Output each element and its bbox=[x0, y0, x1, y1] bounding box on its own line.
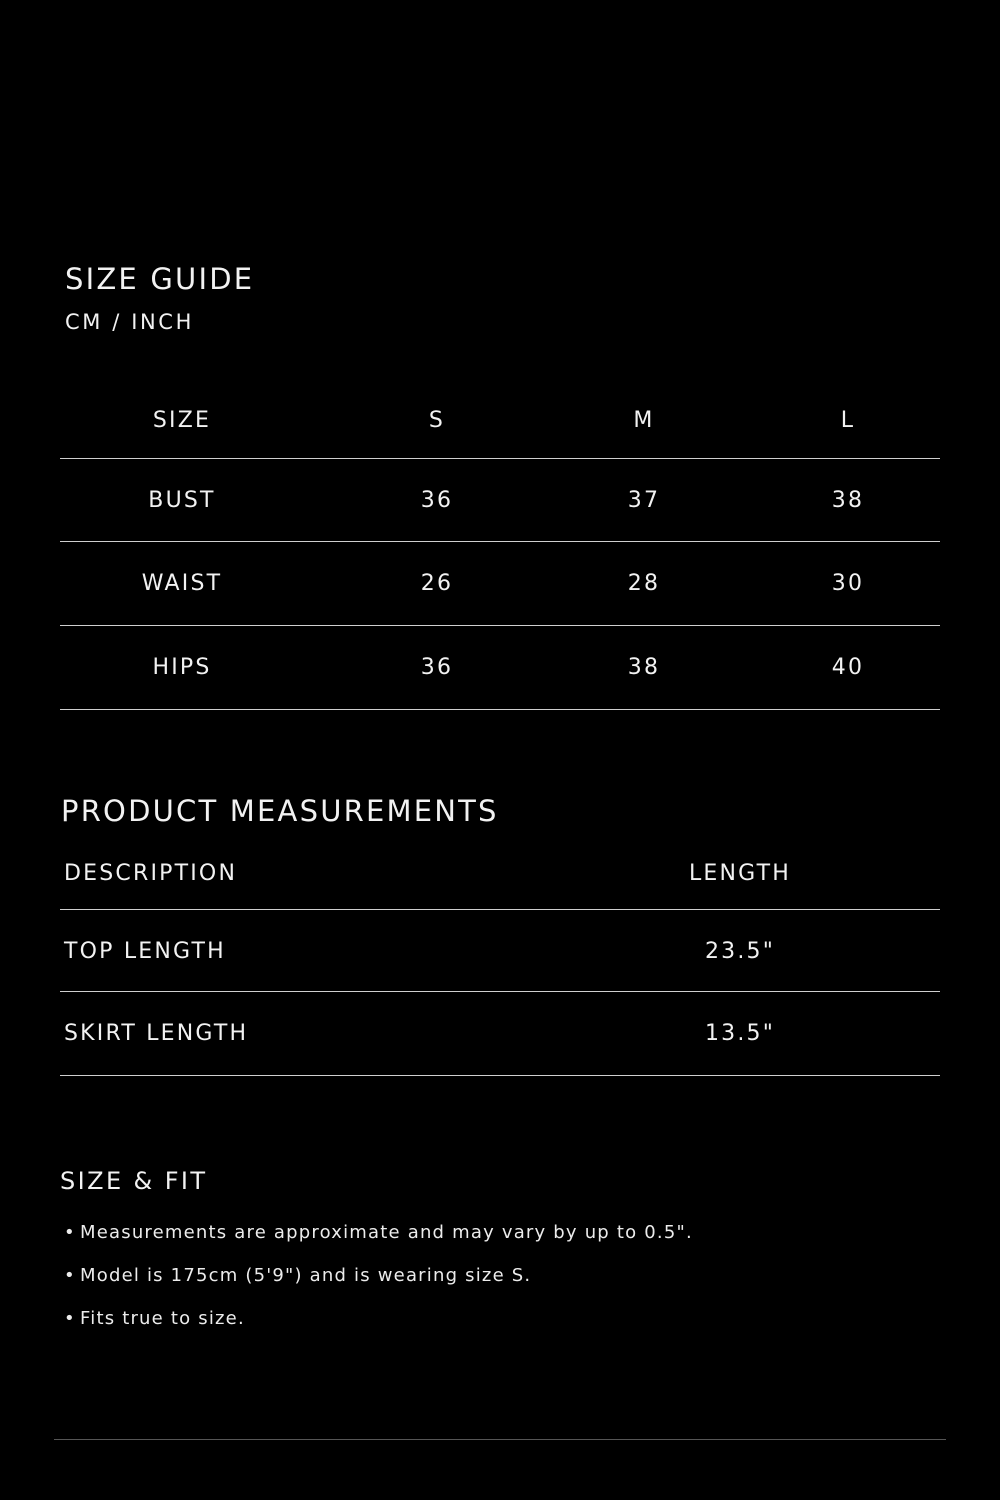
row-value: 36 bbox=[420, 488, 454, 513]
bullet-icon: • bbox=[64, 1265, 76, 1286]
row-value: 37 bbox=[627, 488, 661, 513]
row-value: 26 bbox=[420, 571, 454, 596]
divider bbox=[60, 458, 940, 459]
note-text: Model is 175cm (5'9") and is wearing size S. bbox=[80, 1265, 532, 1286]
row-value: 38 bbox=[831, 488, 865, 513]
divider bbox=[60, 909, 940, 910]
list-item bbox=[64, 1222, 693, 1243]
size-fit-title: SIZE & FIT bbox=[60, 1167, 208, 1195]
row-value: 13.5" bbox=[704, 1021, 776, 1046]
header-m: M bbox=[633, 408, 655, 433]
footer-divider bbox=[54, 1439, 946, 1440]
row-label: BUST bbox=[148, 488, 216, 513]
divider bbox=[60, 541, 940, 542]
bullet-icon: • bbox=[64, 1308, 76, 1329]
row-label: WAIST bbox=[141, 571, 223, 596]
row-value: 36 bbox=[420, 655, 454, 680]
note-text: Fits true to size. bbox=[80, 1308, 245, 1329]
header-s: S bbox=[428, 408, 446, 433]
header-length: LENGTH bbox=[688, 861, 792, 886]
bullet-icon: • bbox=[64, 1222, 76, 1243]
header-description: DESCRIPTION bbox=[64, 861, 238, 886]
divider bbox=[60, 991, 940, 992]
divider bbox=[60, 1075, 940, 1076]
row-label: HIPS bbox=[152, 655, 212, 680]
header-l: L bbox=[840, 408, 856, 433]
list-item bbox=[64, 1265, 531, 1286]
row-value: 40 bbox=[831, 655, 865, 680]
note-text: Measurements are approximate and may vary by up to 0.5". bbox=[80, 1222, 693, 1243]
header-size: SIZE bbox=[152, 408, 212, 433]
units-label: CM / INCH bbox=[65, 310, 194, 334]
row-value: 30 bbox=[831, 571, 865, 596]
row-value: 38 bbox=[627, 655, 661, 680]
size-guide-title: SIZE GUIDE bbox=[65, 262, 255, 296]
product-measurements-title: PRODUCT MEASUREMENTS bbox=[61, 794, 499, 828]
row-value: 23.5" bbox=[704, 939, 776, 964]
divider bbox=[60, 625, 940, 626]
row-value: 28 bbox=[627, 571, 661, 596]
list-item bbox=[64, 1308, 245, 1329]
row-label: SKIRT LENGTH bbox=[64, 1021, 249, 1046]
divider bbox=[60, 709, 940, 710]
row-label: TOP LENGTH bbox=[64, 939, 226, 964]
